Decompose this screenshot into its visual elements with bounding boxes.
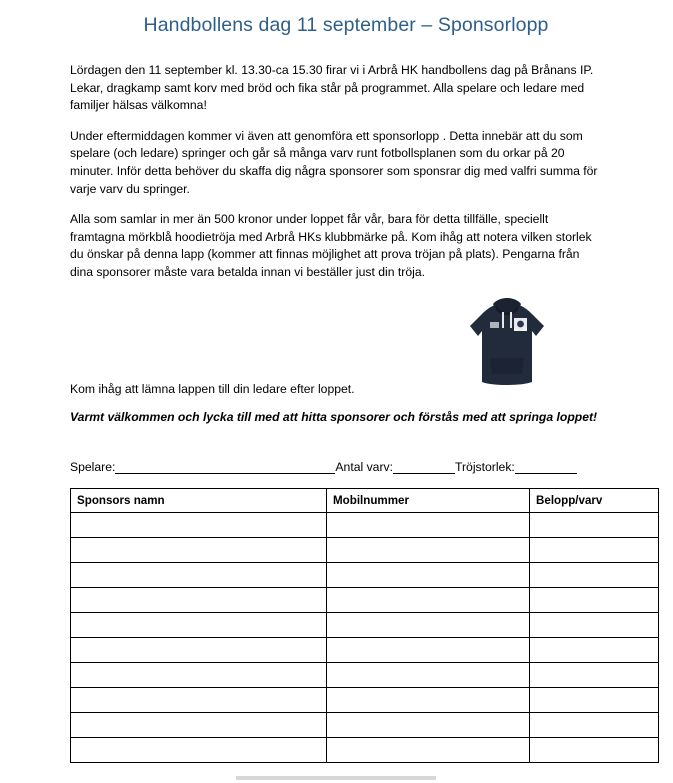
table-header-name: Sponsors namn	[71, 489, 327, 513]
table-header-amount: Belopp/varv	[530, 489, 659, 513]
cell-amount[interactable]	[530, 638, 659, 663]
cell-phone[interactable]	[327, 588, 530, 613]
table-row[interactable]	[71, 588, 659, 613]
cell-name[interactable]	[71, 563, 327, 588]
cell-phone[interactable]	[327, 713, 530, 738]
size-label: Tröjstorlek:	[454, 460, 515, 474]
table-body	[71, 513, 659, 763]
cell-name[interactable]	[71, 638, 327, 663]
reminder-text: Kom ihåg att lämna lappen till din ledare efter loppet.	[70, 382, 355, 396]
paragraph-intro: Lördagen den 11 september kl. 13.30-ca 15.30 firar vi i Arbrå HK handbollens dag på Brånans IP. Lekar, dragkamp samt korv med bröd och fika står på programmet. Alla spelare och ledare med familjer hälsas välkomna!	[70, 63, 594, 113]
cell-phone[interactable]	[327, 738, 530, 763]
laps-label: Antal varv:	[335, 460, 393, 474]
cell-phone[interactable]	[327, 538, 530, 563]
cell-name[interactable]	[71, 713, 327, 738]
cell-amount[interactable]	[530, 538, 659, 563]
cell-amount[interactable]	[530, 688, 659, 713]
cell-amount[interactable]	[530, 613, 659, 638]
document-body	[70, 62, 601, 294]
cell-phone[interactable]	[327, 663, 530, 688]
page-bottom-divider	[236, 776, 436, 780]
laps-input[interactable]	[393, 460, 455, 474]
cell-amount[interactable]	[530, 663, 659, 688]
table-row[interactable]	[71, 613, 659, 638]
table-row[interactable]	[71, 563, 659, 588]
sponsor-table	[70, 488, 659, 763]
cell-name[interactable]	[71, 513, 327, 538]
cell-name[interactable]	[71, 663, 327, 688]
cell-name[interactable]	[71, 738, 327, 763]
cell-name[interactable]	[71, 613, 327, 638]
cell-name[interactable]	[71, 688, 327, 713]
table-row[interactable]	[71, 738, 659, 763]
cell-amount[interactable]	[530, 738, 659, 763]
cell-phone[interactable]	[327, 513, 530, 538]
hoodie-image	[452, 284, 562, 394]
paragraph-hoodie: Alla som samlar in mer än 500 kronor under loppet får vår, bara för detta tillfälle, speciellt framtagna mörkblå hoodietröja med Arbrå HKs klubbmärke på. Kom ihåg att notera vilken storlek du önskar på denna lapp (kommer att finnas möjlighet att prova tröjan på plats). Pengarna från dina sponsorer måste vara betalda innan vi beställer just din tröja.	[70, 212, 592, 279]
table-row[interactable]	[71, 513, 659, 538]
table-row[interactable]	[71, 663, 659, 688]
form-fields	[70, 460, 630, 474]
cell-amount[interactable]	[530, 588, 659, 613]
cell-phone[interactable]	[327, 688, 530, 713]
table-row[interactable]	[71, 638, 659, 663]
page-title: Handbollens dag 11 september – Sponsorlopp	[143, 14, 549, 36]
table-header-row	[71, 489, 659, 513]
closing-text: Varmt välkommen och lycka till med att hitta sponsorer och förstås med att springa loppet!	[70, 410, 598, 424]
cell-phone[interactable]	[327, 563, 530, 588]
cell-phone[interactable]	[327, 613, 530, 638]
cell-amount[interactable]	[530, 713, 659, 738]
table-row[interactable]	[71, 688, 659, 713]
player-label: Spelare:	[70, 460, 116, 474]
paragraph-sponsorlopp: Under eftermiddagen kommer vi även att genomföra ett sponsorlopp . Detta innebär att du som spelare (och ledare) springer och går så många varv runt fotbollsplanen som du orkar på 20 minuter. Inför detta behöver du skaffa dig några sponsorer som sponsrar dig med valfri summa för varje varv du springer.	[70, 128, 598, 196]
table-header-phone: Mobilnummer	[327, 489, 530, 513]
table-row[interactable]	[71, 713, 659, 738]
cell-name[interactable]	[71, 588, 327, 613]
size-input[interactable]	[515, 460, 577, 474]
player-input[interactable]	[115, 460, 335, 474]
cell-amount[interactable]	[530, 563, 659, 588]
cell-phone[interactable]	[327, 638, 530, 663]
page-margin	[0, 0, 56, 783]
table-row[interactable]	[71, 538, 659, 563]
cell-name[interactable]	[71, 538, 327, 563]
cell-amount[interactable]	[530, 513, 659, 538]
